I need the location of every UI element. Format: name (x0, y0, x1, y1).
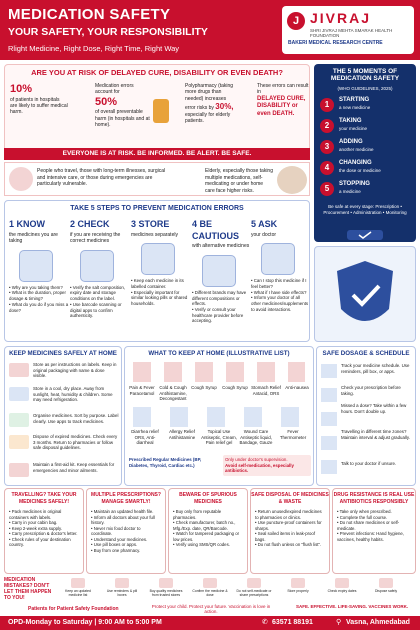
foundation-tagline: Patients for Patient Safety Foundation (28, 606, 119, 612)
kit-item: Anti-nausea (285, 385, 309, 390)
medicine-bottle-icon (153, 99, 169, 128)
stat-polypharmacy: Polypharmacy (taking more drugs than needed) increases error risks by 30%, especially for elderly patients. (185, 83, 234, 124)
traveller-icon (9, 167, 33, 191)
home-heading: KEEP MEDICINES SAFELY AT HOME (9, 350, 117, 357)
kit-icons-row (133, 362, 305, 382)
spurious-medicines-box: BEWARE OF SPURIOUS MEDICINES • Buy only from reputable pharmacies. • Check manufacturer, batch no., Mfg./Exp. date, QR/Barcode. • Watch for tampered packaging or low prices. • Verify using SMS/QR codes. (168, 488, 248, 574)
mistake-tip: Dispose safely (368, 578, 404, 593)
dose-tip: Travelling in different time zones? Maintain interval & adjust gradually. (341, 429, 410, 440)
elderly-couple-icon (277, 166, 307, 194)
mistake-tip: Keep an updated medicine list (60, 578, 96, 597)
kit-item: Diarrhea relief ORS, Anti-diarrheal (131, 429, 159, 445)
moments-source: (WHO GUIDELINES, 2025) (337, 86, 393, 91)
risk-section (4, 64, 310, 158)
phone-number: 63571 88191 (272, 619, 313, 626)
storage-box-icon (141, 243, 175, 275)
risk-heading: ARE YOU AT RISK OF DELAYED CURE, DISABILITY OR EVEN DEATH? (31, 68, 283, 77)
mistake-tip: Buy quality medicines from trusted stores (148, 578, 184, 597)
logo-foundation: SHRI JIVRAJ MEHTA SMARAK HEALTH FOUNDATION (310, 28, 393, 38)
mistake-tip: Check expiry dates (324, 578, 360, 593)
step-know: 1 KNOW the medicines you are taking • Why are you taking them? • What is the duration, proper dosage & timing? • What do you do if you miss a dose? (9, 219, 69, 313)
dosage-section (316, 346, 416, 486)
moments-heading: THE 5 MOMENTS OF MEDICATION SAFETY (330, 68, 400, 82)
kit-item: Cold & Cough Antihistamine, Decongestant (159, 385, 187, 401)
sun-shade-icon (9, 387, 29, 401)
disposal-bin-icon (9, 435, 29, 449)
label-icon (9, 363, 29, 377)
home-tip: Dispose of expired medicines. Check every 3 months. Return to pharmacies or follow safe disposal guidelines. (33, 434, 118, 450)
footer-bar (0, 616, 420, 630)
medicine-pack-icon (80, 250, 114, 282)
checklist-icon (19, 250, 53, 282)
elderly-text: Elderly, especially those taking multiple medications, self-medicating or under home care face higher risks. (205, 168, 273, 194)
step-cautious: 4 BE CAUTIOUS with alternative medicines • Different brands may have different compositions or effects. • Verify or consult your healthcare provider before accepting. (192, 219, 250, 324)
mistake-tip: Store properly (280, 578, 316, 593)
kit-icons-row (133, 407, 305, 427)
stat-consequences: These errors can result in DELAYED CURE, DISABILITY or even DEATH. (257, 83, 309, 117)
stat-harm: 10% of patients in hospitals are likely to suffer medical harm. (10, 83, 68, 116)
moment-item: 5 STOPPING a medicine (320, 180, 412, 200)
kit-item: Cough Syrup (222, 385, 248, 390)
dose-tip: Talk to your doctor if unsure. (341, 461, 397, 466)
dose-tip: Check your prescription before taking. (341, 385, 401, 396)
organiser-icon (9, 413, 29, 427)
page-subtitle: YOUR SAFETY, YOUR RESPONSIBILITY (8, 26, 208, 38)
home-tip: Organise medicines. Sort by purpose. Label clearly. Use apps to track medicines. (33, 413, 119, 424)
logo-centre: BAKERI MEDICAL RESEARCH CENTRE (288, 40, 383, 46)
kit-item: Topical Use Antiseptic, Cream, Pain relief gel (201, 429, 237, 445)
step-check: 2 CHECK if you are receiving the correct medicines • Verify the salt composition, expiry date and storage conditions on the label. • Use barcode scanning or digital apps to confirm authenticity. (70, 219, 125, 319)
travel-box: TRAVELLING? TAKE YOUR MEDICINES SAFELY! • Pack medicines in original containers with labels. • Carry in your cabin bag. • Keep 2-week extra supply. • Carry prescription & doctor's letter. • Check rules of your destination country. (4, 488, 84, 574)
multiple-prescriptions-box: MULTIPLE PRESCRIPTIONS? MANAGE SMARTLY! • Maintain an updated health file. • Inform all doctors about your full history. • Never mix food doctor to coordinate. • Understand your medicines. • Use pill boxes or apps. • Buy from one pharmacy. (86, 488, 166, 574)
home-tip: Store in a cool, dry place. Away from sunlight, heat, humidity & children. Some may need refrigeration. (33, 386, 113, 402)
kit-item: Stomach Relief Antacid, ORS (251, 385, 281, 396)
header-banner (0, 0, 420, 60)
dose-tip: Missed a dose? Take within a few hours. Don't double up. (341, 403, 407, 414)
home-storage-section (4, 346, 122, 486)
doctor-illustration (314, 246, 416, 342)
home-tip: Store as per instructions on labels. Keep in original packaging with name & dose visible. (33, 362, 117, 378)
kit-item: Fever Thermometer (279, 429, 307, 440)
moment-item: 4 CHANGING the dose or medicine (320, 159, 412, 179)
doctor-icon (261, 243, 295, 275)
kit-heading: WHAT TO KEEP AT HOME (ILLUSTRATIVE LIST) (148, 350, 290, 357)
opd-hours: OPD-Monday to Saturday | 9:00 AM to 5:00 PM (8, 619, 162, 626)
mistake-tip: Confirm the medicine & dose (192, 578, 228, 597)
shield-icon (315, 247, 415, 341)
taglines (4, 604, 416, 616)
logo-mark-icon: J (287, 12, 305, 30)
kit-item: Pain & Fever Paracetamol (129, 385, 155, 396)
location-icon: ⚲ (336, 619, 342, 626)
hospital-logo (282, 6, 414, 54)
moments-safe-line: Be safe at every stage: Prescription • Procurement • Administration • Monitoring (323, 204, 407, 215)
mistake-tip: Use reminders & pill boxes (104, 578, 140, 597)
mistakes-strip (4, 576, 416, 602)
moment-item: 1 STARTING a new medicine (320, 96, 412, 116)
step-ask: 5 ASK your doctor • Can I stop this medicine if I feel better? • What if I have side effects? • Inform your doctor of all other medicines/supplements to avoid interactions. (251, 219, 309, 312)
home-kit-section (124, 346, 314, 486)
first-aid-icon (9, 463, 29, 477)
vulnerable-groups (4, 162, 310, 196)
moment-item: 3 ADDING another medicine (320, 138, 412, 158)
step-store: 3 STORE medicines separately • Keep each medicine in its labelled container. • Especially important for similar looking pills or shared households. (131, 219, 188, 307)
mistakes-heading: MEDICATION MISTAKES? DON'T LET THEM HAPPEN TO YOU! (4, 577, 52, 601)
logo-name: JIVRAJ (310, 10, 372, 26)
dose-icons-column (321, 364, 337, 476)
safe-disposal-box: SAFE DISPOSAL OF MEDICINES & WASTE • Return unused/expired medicines to pharmacies or clinics. • Use puncture-proof containers for sharps. • Seal soiled items in leak-proof bags. • Do not flush unless on "flush list". (250, 488, 330, 574)
five-steps-section (4, 200, 310, 342)
five-moments-panel (314, 64, 416, 242)
steps-heading: TAKE 5 STEPS TO PREVENT MEDICATION ERRORS (70, 205, 244, 212)
mistake-tip: Do not self-medicate or share prescriptions (236, 578, 272, 597)
vaccination-tagline: Protect your child. Protect your future. Vaccination is love in action. (151, 604, 271, 614)
shield-check-icon (347, 230, 383, 240)
alert-bar: EVERYONE IS AT RISK. BE INFORMED. BE ALERT. BE SAFE. (4, 148, 310, 160)
alternative-pills-icon (202, 255, 236, 287)
moment-item: 2 TAKING your medicine (320, 117, 412, 137)
home-tip: Maintain a first-aid kit. Keep essentials for emergencies and minor ailments. (33, 462, 115, 473)
kit-prescribed: Prescribed Regular Medicines (BP, Diabetes, Thyroid, Cardiac etc.) (129, 457, 202, 468)
kit-item: Cough Syrup (191, 385, 217, 390)
location-name: Vasna, Ahmedabad (346, 619, 410, 626)
phone-icon: ✆ (262, 619, 268, 626)
dose-tip: Track your medicine schedule. Use reminders, pill box, or apps. (341, 363, 410, 374)
page-title: MEDICATION SAFETY (8, 6, 171, 23)
vaccines-tagline: SAFE. EFFECTIVE. LIFE-SAVING. VACCINES WORK. (296, 604, 409, 609)
antibiotics-box: DRUG RESISTANCE IS REAL USE ANTIBIOTICS RESPONSIBLY • Take only when prescribed. • Complete the full course. • Do not share medicines or self-medicate. • Prevent infections: Hand hygiene, vaccines, healthy habits. (332, 488, 416, 574)
kit-item: Allergy Relief Antihistamine (168, 429, 196, 440)
stat-errors: Medication errors account for 50% of overall preventable harm (in hospitals and at home). (95, 83, 150, 128)
vulnerable-text: People who travel, those with long-term illnesses, surgical and intensive care, or those during emergencies are particularly vulnerable. (37, 168, 166, 187)
kit-item: Wound Care Antiseptic liquid, Bandage, Gauze (239, 429, 273, 445)
kit-warning: Only under doctor's supervision. Avoid self-medication, especially antibiotics. (223, 455, 311, 476)
page-tagline: Rlight Medicine, Right Dose, Right Time, Right Way (8, 44, 180, 53)
dose-heading: SAFE DOSAGE & SCHEDULE (322, 350, 410, 357)
